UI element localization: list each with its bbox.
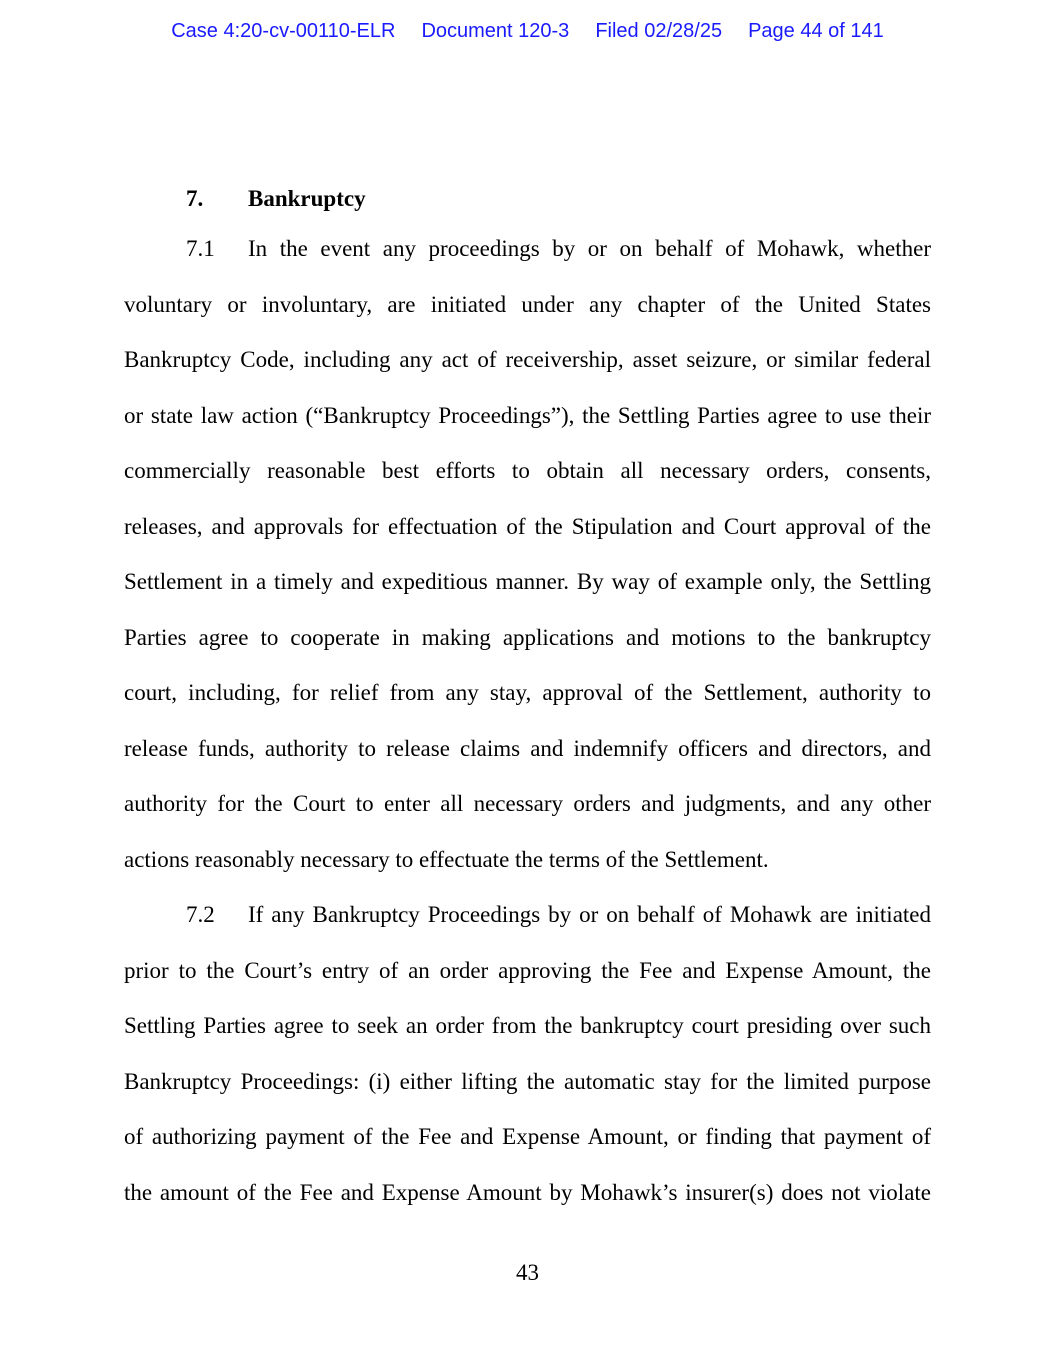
- paragraph-line: [186, 900, 931, 930]
- paragraph-line: Settlement in a timely and expeditious manner. By way of example only, the Settling: [124, 569, 931, 594]
- paragraph-line-text: In the event any proceedings by or on behalf of Mohawk, whether: [248, 236, 931, 261]
- section-title: Bankruptcy: [248, 186, 366, 211]
- paragraph-line: Bankruptcy Code, including any act of receivership, asset seizure, or similar federal: [124, 347, 931, 372]
- paragraph-line-text: If any Bankruptcy Proceedings by or on behalf of Mohawk are initiated: [248, 902, 931, 927]
- paragraph-line: Parties agree to cooperate in making applications and motions to the bankruptcy: [124, 625, 931, 650]
- paragraph-line: commercially reasonable best efforts to obtain all necessary orders, consents,: [124, 458, 931, 483]
- paragraph-line: or state law action (“Bankruptcy Proceedings”), the Settling Parties agree to use their: [124, 403, 931, 428]
- page-number: 43: [516, 1260, 539, 1285]
- paragraph-number: 7.1: [186, 236, 215, 261]
- case-header: [0, 20, 1055, 43]
- paragraph-line: release funds, authority to release claims and indemnify officers and directors, and: [124, 736, 931, 761]
- paragraph-line: actions reasonably necessary to effectuate the terms of the Settlement.: [124, 847, 769, 872]
- paragraph-line: releases, and approvals for effectuation of the Stipulation and Court approval of the: [124, 514, 931, 539]
- case-number: Case 4:20-cv-00110-ELR: [171, 20, 396, 42]
- paragraph-line: court, including, for relief from any stay, approval of the Settlement, authority to: [124, 680, 931, 705]
- paragraph-line: authority for the Court to enter all necessary orders and judgments, and any other: [124, 791, 931, 816]
- paragraph-line: [186, 234, 931, 264]
- page-indicator: Page 44 of 141: [748, 20, 884, 42]
- paragraph-line: of authorizing payment of the Fee and Expense Amount, or finding that payment of: [124, 1124, 931, 1149]
- section-number: 7.: [186, 186, 204, 211]
- paragraph-line: voluntary or involuntary, are initiated under any chapter of the United States: [124, 292, 931, 317]
- paragraph-line: prior to the Court’s entry of an order approving the Fee and Expense Amount, the: [124, 958, 931, 983]
- paragraph-line: Settling Parties agree to seek an order from the bankruptcy court presiding over such: [124, 1013, 931, 1038]
- paragraph-number: 7.2: [186, 902, 215, 927]
- document-number: Document 120-3: [421, 20, 570, 42]
- paragraph-line: the amount of the Fee and Expense Amount by Mohawk’s insurer(s) does not violate: [124, 1180, 931, 1205]
- section-heading: [186, 186, 366, 212]
- filed-date: Filed 02/28/25: [595, 20, 723, 42]
- paragraph-line: Bankruptcy Proceedings: (i) either lifting the automatic stay for the limited purpose: [124, 1069, 931, 1094]
